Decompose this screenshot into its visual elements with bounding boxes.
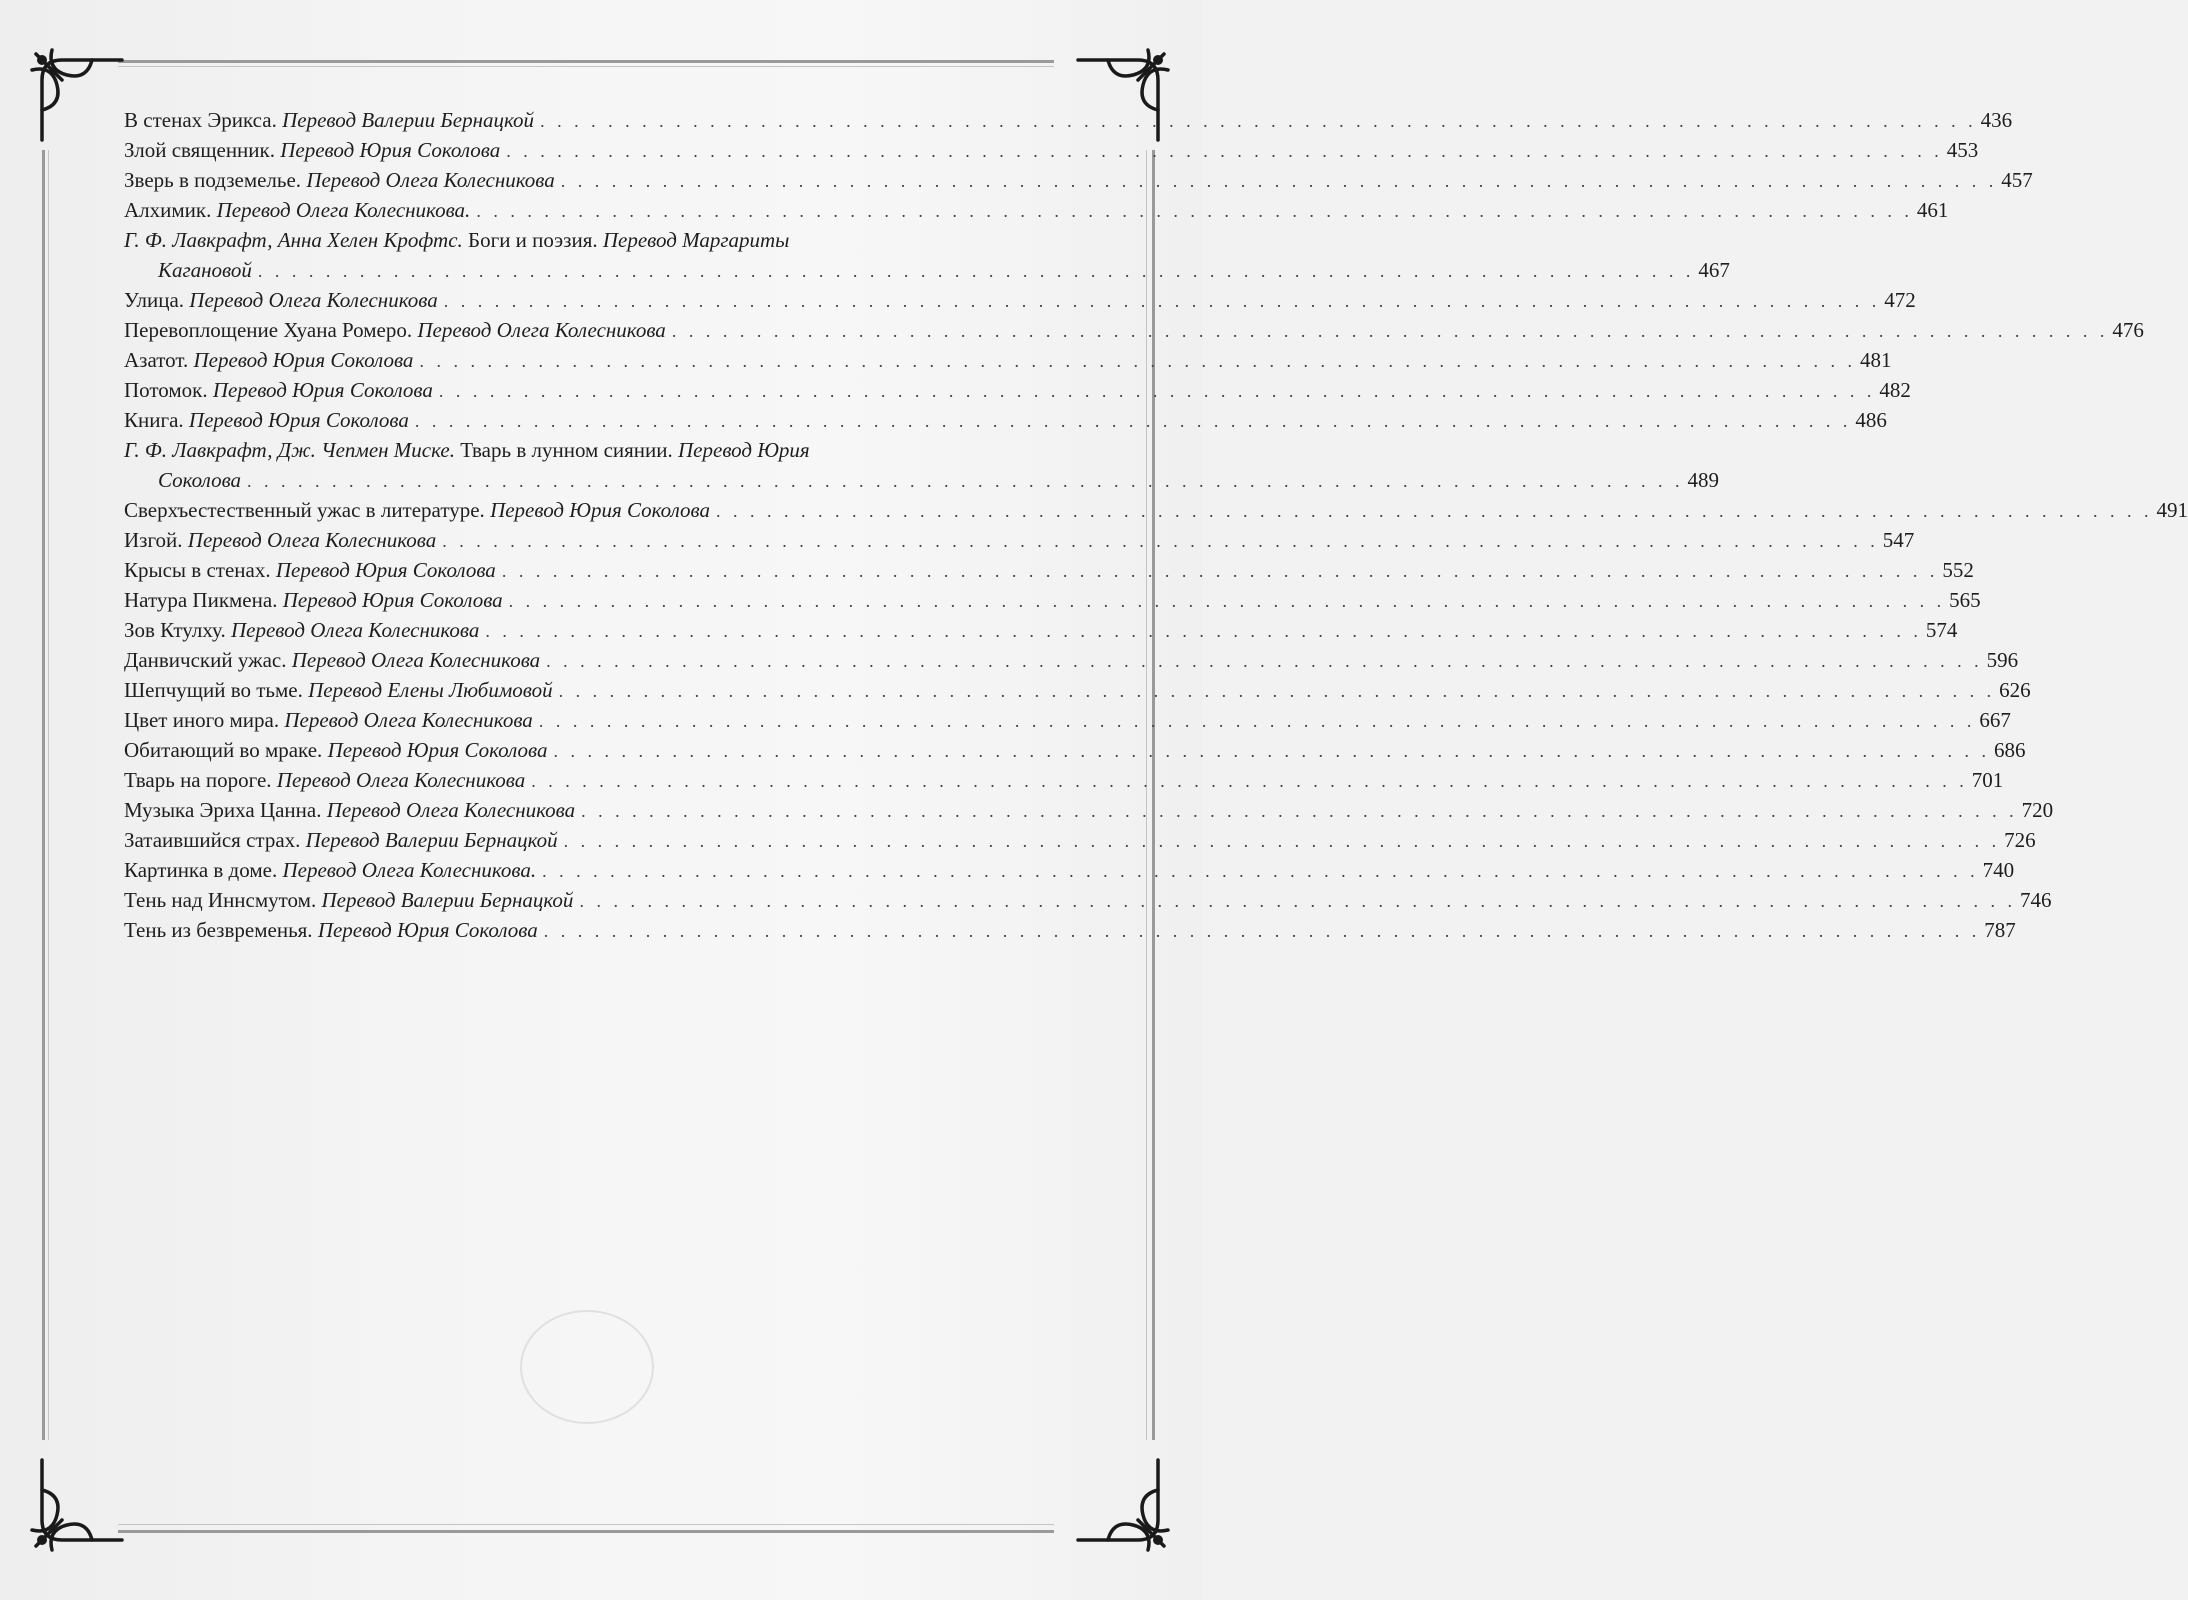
toc-page-number: 476: [2112, 318, 2144, 342]
toc-title: Зверь в подземелье.: [124, 168, 307, 192]
toc-translator: Перевод Юрия Соколова: [317, 918, 538, 942]
toc-translator: Перевод Валерии Бернацкой: [305, 828, 558, 852]
toc-title: Азатот.: [124, 348, 194, 372]
toc-page-number: 481: [1859, 348, 1892, 372]
toc-leader: . . . . . . . . . . . . . . . . . . . . . . . . . . . . . . . . . . . . . . . . . . . . . . . . . . . . . . . . . . . . . . . . . . . . . . . . . . . . . . . . . . . . .: [671, 321, 2109, 341]
toc-page-number: 491: [2156, 498, 2188, 522]
toc-entry: [124, 706, 2011, 736]
toc-page-number: 486: [1855, 408, 1887, 432]
toc-translator: Кагановой: [158, 258, 252, 282]
toc-entry: [124, 616, 1958, 646]
toc-page-number: 482: [1879, 378, 1911, 402]
toc-page-number: 574: [1925, 618, 1958, 642]
toc-leader: . . . . . . . . . . . . . . . . . . . . . . . . . . . . . . . . . . . . . . . . . . . . . . . . . . . . . . . . . . . . . . . . . . . . . . . . . . . . . . . . . . . . .: [553, 741, 1991, 761]
toc-leader: . . . . . . . . . . . . . . . . . . . . . . . . . . . . . . . . . . . . . . . . . . . . . . . . . . . . . . . . . . . . . . . . . . . . . . . . . . . . . . . . . . . . .: [538, 711, 1976, 731]
toc-translator: Перевод Олега Колесникова: [306, 168, 555, 192]
toc-page-number: 701: [1971, 768, 2004, 792]
toc-page-number: 489: [1687, 468, 1720, 492]
toc-title: Шепчущий во тьме.: [124, 678, 309, 702]
toc-translator: Перевод Олега Колесникова: [326, 798, 576, 822]
toc-page-number: 472: [1884, 288, 1916, 312]
toc-leader: . . . . . . . . . . . . . . . . . . . . . . . . . . . . . . . . . . . . . . . . . . . . . . . . . . . . . . . . . . . . . . . . . . . . . . . . . . . . . . . . . . . . .: [531, 771, 1968, 791]
toc-entry: [124, 406, 1887, 436]
toc-title: Перевоплощение Хуана Ромеро.: [124, 318, 418, 342]
toc-title: Потомок.: [124, 378, 213, 402]
toc-title: Натура Пикмена.: [124, 588, 283, 612]
toc-entry: [124, 586, 1981, 616]
toc-page-number: 596: [1986, 648, 2019, 672]
frame-left-inner-line: [48, 150, 49, 1440]
toc-translator: Перевод Олега Колесникова: [291, 648, 541, 672]
toc-translator: Перевод Юрия Соколова: [490, 498, 711, 522]
toc-entry: [124, 856, 2015, 886]
toc-page-number: 787: [1984, 918, 2016, 942]
toc-translator: Перевод Юрия: [678, 438, 810, 462]
toc-title: Сверхъестественный ужас в литературе.: [124, 498, 491, 522]
toc-title: Картинка в доме.: [124, 858, 283, 882]
toc-title: Тварь на пороге.: [124, 768, 277, 792]
toc-leader: . . . . . . . . . . . . . . . . . . . . . . . . . . . . . . . . . . . . . . . . . . . . . . . . . . . . . . . . . . . . . . . . . . . . . . . . . . . . . . . . . . . . .: [485, 621, 1922, 641]
toc-entry: [124, 136, 1979, 166]
toc-title: Музыка Эриха Цанна.: [124, 798, 327, 822]
toc-leader: . . . . . . . . . . . . . . . . . . . . . . . . . . . . . . . . . . . . . . . . . . . . . . . . . . . . . . . . . . . . . . . . . . . . . . . . . . . . . . . . . . . . .: [579, 891, 2016, 911]
frame-left-line: [42, 150, 45, 1440]
corner-ornament-icon: [22, 1450, 132, 1560]
toc-entry: [124, 106, 2013, 136]
toc-translator: Перевод Олега Колесникова.: [282, 858, 537, 882]
corner-ornament-icon: [22, 40, 132, 150]
toc-translator: Перевод Юрия Соколова: [188, 408, 409, 432]
toc-page-number: 453: [1946, 138, 1979, 162]
toc-translator: Перевод Валерии Бернацкой: [321, 888, 574, 912]
toc-entry: [124, 886, 2052, 916]
toc-leader: . . . . . . . . . . . . . . . . . . . . . . . . . . . . . . . . . . . . . . . . . . . . . . . . . . . . . . . . . . . . . . . . . . . . . . . . . . . . . . . . . . . . .: [542, 861, 1979, 881]
toc-translator: Перевод Олега Колесникова: [189, 288, 438, 312]
toc-translator: Перевод Олега Колесникова: [417, 318, 666, 342]
toc-page-number: 436: [1980, 108, 2013, 132]
toc-translator: Перевод Олега Колесникова: [276, 768, 526, 792]
toc-leader: . . . . . . . . . . . . . . . . . . . . . . . . . . . . . . . . . . . . . . . . . . . . . . . . . . . . . . . . . . . . . . . . . . . . . . . . . . . . . . . . . . . . .: [543, 921, 1981, 941]
toc-leader: . . . . . . . . . . . . . . . . . . . . . . . . . . . . . . . . . . . . . . . . . . . . . . . . . . . . . . . . . . . . . . . . . . . . . . . . . . . . . . . . . . . . .: [508, 591, 1946, 611]
toc-leader: . . . . . . . . . . . . . . . . . . . . . . . . . . . . . . . . . . . . . . . . . . . . . . . . . . . . . . . . . . . . . . . . . . . . . . . . . . . . . . . . . . . . .: [716, 501, 2153, 521]
toc-leader: . . . . . . . . . . . . . . . . . . . . . . . . . . . . . . . . . . . . . . . . . . . . . . . . . . . . . . . . . . . . . . . . . . . . . . . . . . . . . . . . . . . . .: [560, 171, 1998, 191]
toc-entry: [124, 316, 2144, 346]
toc-title: Крысы в стенах.: [124, 558, 276, 582]
toc-entry: [124, 286, 1916, 316]
toc-title: Обитающий во мраке.: [124, 738, 328, 762]
frame-top-inner-line: [118, 66, 1054, 67]
corner-ornament-icon: [1068, 1450, 1178, 1560]
toc-entry: [124, 736, 2026, 766]
toc-translator: Перевод Юрия Соколова: [280, 138, 501, 162]
toc-translator: Перевод Олега Колесникова.: [216, 198, 471, 222]
table-of-contents: [124, 106, 2188, 946]
toc-translator: Перевод Юрия Соколова: [212, 378, 433, 402]
toc-leader: . . . . . . . . . . . . . . . . . . . . . . . . . . . . . . . . . . . . . . . . . . . . . . . . . . . . . . . . . . . . . . . . . . . . . . . . . . . . . . . . . . . . .: [247, 471, 1684, 491]
toc-leader: . . . . . . . . . . . . . . . . . . . . . . . . . . . . . . . . . . . . . . . . . . . . . . . . . . . . . . . . . . . . . . . . . . . . . . . . . . . . . . . . . . . . .: [419, 351, 1856, 371]
frame-bottom-inner-line: [118, 1524, 1054, 1525]
toc-entry: [124, 556, 1974, 586]
toc-page-number: 467: [1698, 258, 1730, 282]
toc-page-number: 547: [1882, 528, 1915, 552]
toc-entry: [124, 376, 1911, 406]
toc-entry: [124, 796, 2054, 826]
toc-title: Тень из безвременья.: [124, 918, 318, 942]
toc-entry: [124, 166, 2033, 196]
toc-title: Тварь в лунном сиянии.: [455, 438, 679, 462]
toc-translator: Перевод Олега Колесникова: [284, 708, 533, 732]
toc-page-number: 667: [1979, 708, 2011, 732]
bleed-through-seal: [520, 1310, 654, 1424]
toc-page-number: 686: [1994, 738, 2026, 762]
toc-authors: Г. Ф. Лавкрафт, Анна Хелен Крофтс.: [124, 228, 463, 252]
toc-translator: Перевод Юрия Соколова: [327, 738, 548, 762]
toc-title: Злой священник.: [124, 138, 281, 162]
toc-translator: Перевод Олега Колесникова: [187, 528, 437, 552]
toc-title: Зов Ктулху.: [124, 618, 231, 642]
toc-title: Цвет иного мира.: [124, 708, 285, 732]
toc-translator: Перевод Олега Колесникова: [230, 618, 480, 642]
toc-title: Улица.: [124, 288, 190, 312]
toc-translator: Соколова: [158, 468, 242, 492]
toc-entry: [124, 826, 2036, 856]
toc-title: Данвичский ужас.: [124, 648, 292, 672]
toc-leader: . . . . . . . . . . . . . . . . . . . . . . . . . . . . . . . . . . . . . . . . . . . . . . . . . . . . . . . . . . . . . . . . . . . . . . . . . . . . . . . . . . . . .: [501, 561, 1939, 581]
toc-leader: . . . . . . . . . . . . . . . . . . . . . . . . . . . . . . . . . . . . . . . . . . . . . . . . . . . . . . . . . . . . . . . . . . . . . . . . . . . . . . . . . . . . .: [414, 411, 1852, 431]
toc-leader: . . . . . . . . . . . . . . . . . . . . . . . . . . . . . . . . . . . . . . . . . . . . . . . . . . . . . . . . . . . . . . . . . . . . . . . . . . . . . . . . . . . . .: [443, 291, 1881, 311]
toc-entry-continuation: [124, 256, 1730, 286]
toc-page-number: 626: [1999, 678, 2031, 702]
toc-page-number: 720: [2021, 798, 2054, 822]
toc-page-number: 552: [1942, 558, 1974, 582]
toc-leader: . . . . . . . . . . . . . . . . . . . . . . . . . . . . . . . . . . . . . . . . . . . . . . . . . . . . . . . . . . . . . . . . . . . . . . . . . . . . . . . . . . . . .: [506, 141, 1943, 161]
toc-entry: [124, 496, 2188, 526]
toc-title: Изгой.: [124, 528, 188, 552]
toc-title: Тень над Иннсмутом.: [124, 888, 322, 912]
toc-page-number: 740: [1982, 858, 2015, 882]
toc-entry: [124, 436, 1044, 466]
toc-entry: [124, 916, 2016, 946]
toc-leader: . . . . . . . . . . . . . . . . . . . . . . . . . . . . . . . . . . . . . . . . . . . . . . . . . . . . . . . . . . . . . . . . . . . . . . . . . . . . . . . . . . . . .: [476, 201, 1913, 221]
toc-translator: Перевод Юрия Соколова: [193, 348, 414, 372]
toc-title: Затаившийся страх.: [124, 828, 306, 852]
toc-entry: [124, 646, 2019, 676]
toc-title: Алхимик.: [124, 198, 217, 222]
toc-entry: [124, 676, 2031, 706]
toc-leader: . . . . . . . . . . . . . . . . . . . . . . . . . . . . . . . . . . . . . . . . . . . . . . . . . . . . . . . . . . . . . . . . . . . . . . . . . . . . . . . . . . . . .: [558, 681, 1996, 701]
toc-entry: [124, 526, 1915, 556]
toc-translator: Перевод Валерии Бернацкой: [282, 108, 535, 132]
toc-leader: . . . . . . . . . . . . . . . . . . . . . . . . . . . . . . . . . . . . . . . . . . . . . . . . . . . . . . . . . . . . . . . . . . . . . . . . . . . . . . . . . . . . .: [540, 111, 1977, 131]
toc-page-number: 457: [2001, 168, 2033, 192]
frame-top-line: [118, 60, 1054, 63]
toc-title: В стенах Эрикса.: [124, 108, 283, 132]
toc-translator: Перевод Юрия Соколова: [275, 558, 496, 582]
toc-page-number: 565: [1949, 588, 1981, 612]
toc-entry: [124, 766, 2004, 796]
toc-leader: . . . . . . . . . . . . . . . . . . . . . . . . . . . . . . . . . . . . . . . . . . . . . . . . . . . . . . . . . . . . . . . . . . . . . . . . . . . . . . . . . . . . .: [563, 831, 2001, 851]
frame-bottom-line: [118, 1530, 1054, 1533]
toc-leader: . . . . . . . . . . . . . . . . . . . . . . . . . . . . . . . . . . . . . . . . . . . . . . . . . . . . . . . . . . . . . . . . . . . . . . . . . . . . . . . . . . . . .: [257, 261, 1695, 281]
toc-leader: . . . . . . . . . . . . . . . . . . . . . . . . . . . . . . . . . . . . . . . . . . . . . . . . . . . . . . . . . . . . . . . . . . . . . . . . . . . . . . . . . . . . .: [442, 531, 1879, 551]
toc-page-number: 461: [1916, 198, 1949, 222]
toc-leader: . . . . . . . . . . . . . . . . . . . . . . . . . . . . . . . . . . . . . . . . . . . . . . . . . . . . . . . . . . . . . . . . . . . . . . . . . . . . . . . . . . . . .: [581, 801, 2018, 821]
toc-entry-continuation: [124, 466, 1720, 496]
toc-authors: Г. Ф. Лавкрафт, Дж. Чепмен Миске.: [124, 438, 455, 462]
toc-leader: . . . . . . . . . . . . . . . . . . . . . . . . . . . . . . . . . . . . . . . . . . . . . . . . . . . . . . . . . . . . . . . . . . . . . . . . . . . . . . . . . . . . .: [546, 651, 1983, 671]
toc-title: Книга.: [124, 408, 189, 432]
toc-translator: Перевод Юрия Соколова: [282, 588, 503, 612]
toc-translator: Перевод Маргариты: [602, 228, 790, 252]
toc-page-number: 746: [2019, 888, 2052, 912]
toc-entry: [124, 226, 1044, 256]
toc-entry: [124, 346, 1892, 376]
toc-page-number: 726: [2004, 828, 2036, 852]
toc-title: Боги и поэзия.: [462, 228, 603, 252]
toc-translator: Перевод Елены Любимовой: [308, 678, 553, 702]
toc-leader: . . . . . . . . . . . . . . . . . . . . . . . . . . . . . . . . . . . . . . . . . . . . . . . . . . . . . . . . . . . . . . . . . . . . . . . . . . . . . . . . . . . . .: [438, 381, 1876, 401]
toc-entry: [124, 196, 1949, 226]
